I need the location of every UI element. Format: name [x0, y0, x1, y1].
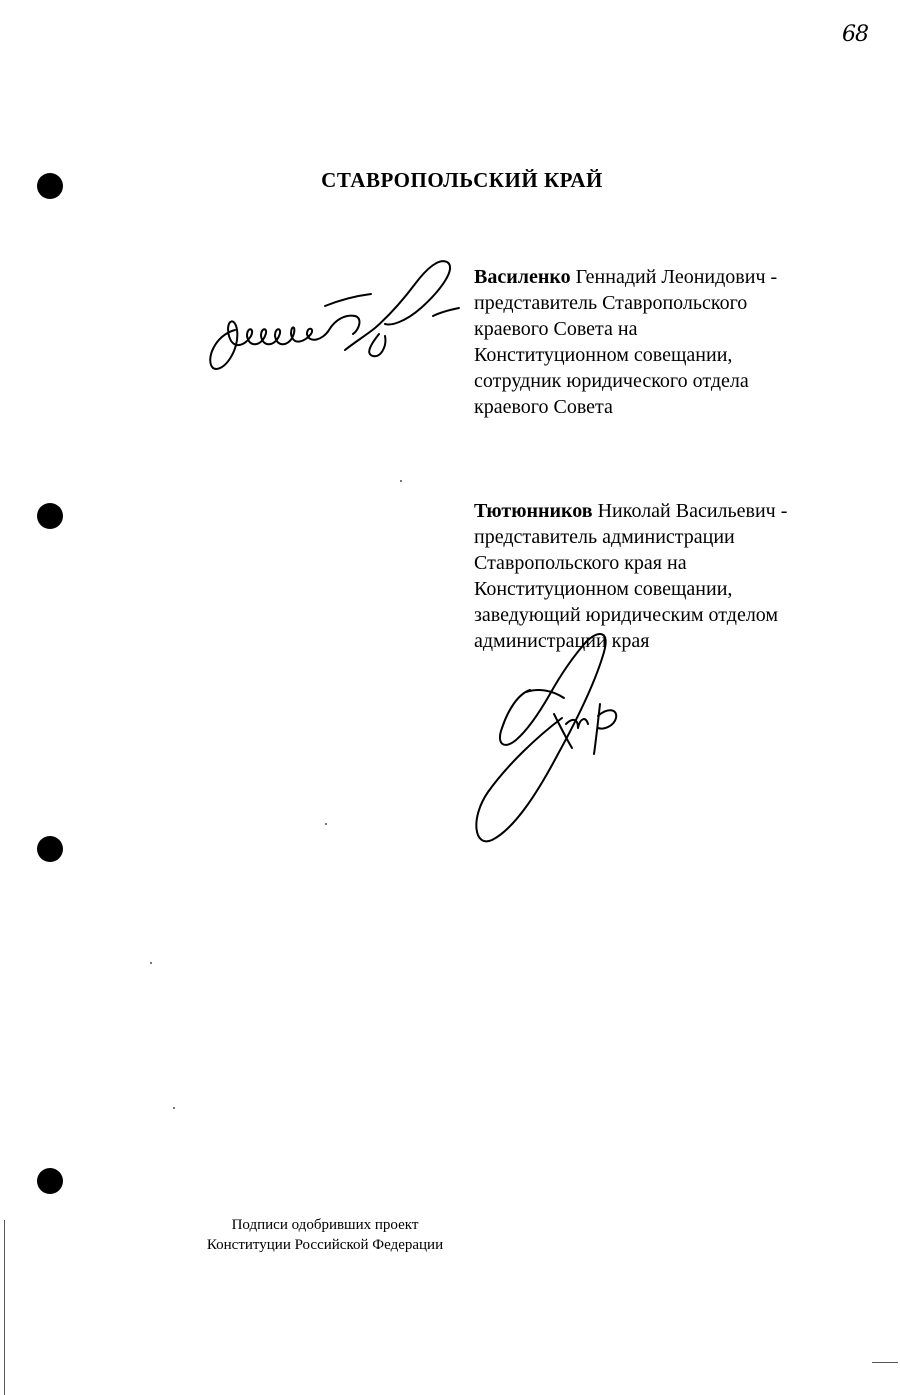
person-surname: Василенко [474, 266, 571, 288]
punch-hole-3 [37, 836, 63, 862]
punch-hole-4 [37, 1168, 63, 1194]
person-description-line: Конституционном совещании, [474, 344, 733, 366]
person-block-tyutyunnikov [474, 498, 874, 654]
scan-speck [325, 823, 327, 825]
footer-caption-line-2: Конституции Российской Федерации [206, 1237, 444, 1253]
person-given-names: Геннадий Леонидович - [575, 266, 778, 288]
left-edge-mark [4, 1220, 5, 1395]
person-description-line: заведующий юридическим отделом [474, 604, 779, 626]
person-description-line: представитель Ставропольского [474, 292, 748, 314]
punch-hole-2 [37, 503, 63, 529]
person-description-line: администрации края [474, 630, 650, 652]
person-given-names: Николай Васильевич - [597, 500, 788, 522]
scan-speck [400, 480, 402, 482]
bottom-edge-mark [872, 1362, 898, 1363]
person-surname: Тютюнников [474, 500, 593, 522]
person-name-line [474, 498, 874, 524]
person-description-line: краевого Совета на [474, 318, 638, 340]
footer-caption [170, 1215, 480, 1255]
scan-speck [173, 1107, 175, 1109]
person-block-vasilenko [474, 264, 874, 420]
region-title: СТАВРОПОЛЬСКИЙ КРАЙ [321, 168, 603, 192]
page-number: 68 [842, 22, 868, 47]
person-name-line [474, 264, 874, 290]
person-description-line: Конституционном совещании, [474, 578, 733, 600]
signature-vasilenko [195, 250, 470, 380]
person-description-line: сотрудник юридического отдела [474, 370, 749, 392]
person-description-line: Ставропольского края на [474, 552, 687, 574]
person-description-line: краевого Совета [474, 396, 613, 418]
scan-speck [150, 962, 152, 964]
footer-caption-line-1: Подписи одобривших проект [231, 1217, 419, 1233]
person-description-line: представитель администрации [474, 526, 735, 548]
